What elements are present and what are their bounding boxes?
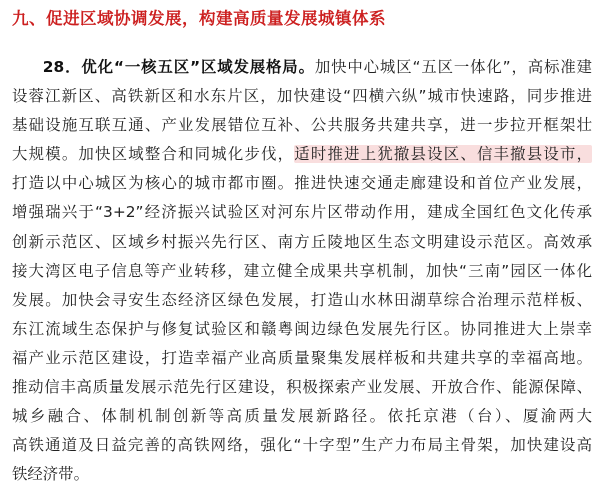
text-line-9: 发展。加快会寻安生态经济区绿色发展，打造山水林田湖草综合治理示范样板、 bbox=[12, 290, 592, 309]
paragraph-title: 28．优化“一核五区”区域发展格局。 bbox=[42, 58, 315, 76]
text-line-6: 增强瑞兴于“3+2”经济振兴试验区对河东片区带动作用，建成全国红色文化传承 bbox=[12, 203, 592, 222]
text-line-1: 28．优化“一核五区”区域发展格局。加快中心城区“五区一体化”，高标准建 bbox=[42, 58, 592, 76]
text-line-13: 城乡融合、体制机制创新等高质量发展新路径。依托京港（台）、厦渝两大 bbox=[12, 407, 592, 426]
section-heading: 九、促进区域协调发展，构建高质量发展城镇体系 bbox=[12, 9, 386, 28]
text-line-5: 打造以中心城区为核心的城市都市圈。推进快速交通走廊建设和首位产业发展， bbox=[12, 174, 592, 193]
text-line-15: 铁经济带。 bbox=[12, 465, 89, 484]
text-line-7: 创新示范区、区域乡村振兴先行区、南方丘陵地区生态文明建设示范区。高效承 bbox=[12, 232, 592, 251]
text-line-11: 福产业示范区建设，打造幸福产业高质量聚集发展样板和共建共享的幸福高地。 bbox=[12, 348, 592, 367]
text-line-8: 接大湾区电子信息等产业转移，建立健全成果共享机制，加快“三南”园区一体化 bbox=[12, 261, 592, 280]
text-line-10: 东江流域生态保护与修复试验区和赣粤闽边绿色发展先行区。协同推进大上崇幸 bbox=[12, 319, 592, 338]
text-line-2: 设蓉江新区、高铁新区和水东片区，加快建设“四横六纵”城市快速路，同步推进 bbox=[12, 87, 592, 106]
text-line-3: 基础设施互联互通、产业发展错位互补、公共服务共建共享，进一步拉开框架壮 bbox=[12, 116, 592, 135]
paragraph-28 bbox=[12, 53, 592, 489]
text-line-12: 推动信丰高质量发展示范先行区建设，积极探索产业发展、开放合作、能源保障、 bbox=[12, 378, 592, 397]
text-line-4: 大规模。加快区域整合和同城化步伐，适时推进上犹撤县设区、信丰撤县设市， bbox=[12, 145, 592, 164]
highlighted-text: 适时推进上犹撤县设区、信丰撤县设市， bbox=[294, 145, 592, 164]
text-line-14: 高铁通道及日益完善的高铁网络，强化“十字型”生产力布局主骨架，加快建设高 bbox=[12, 436, 592, 455]
